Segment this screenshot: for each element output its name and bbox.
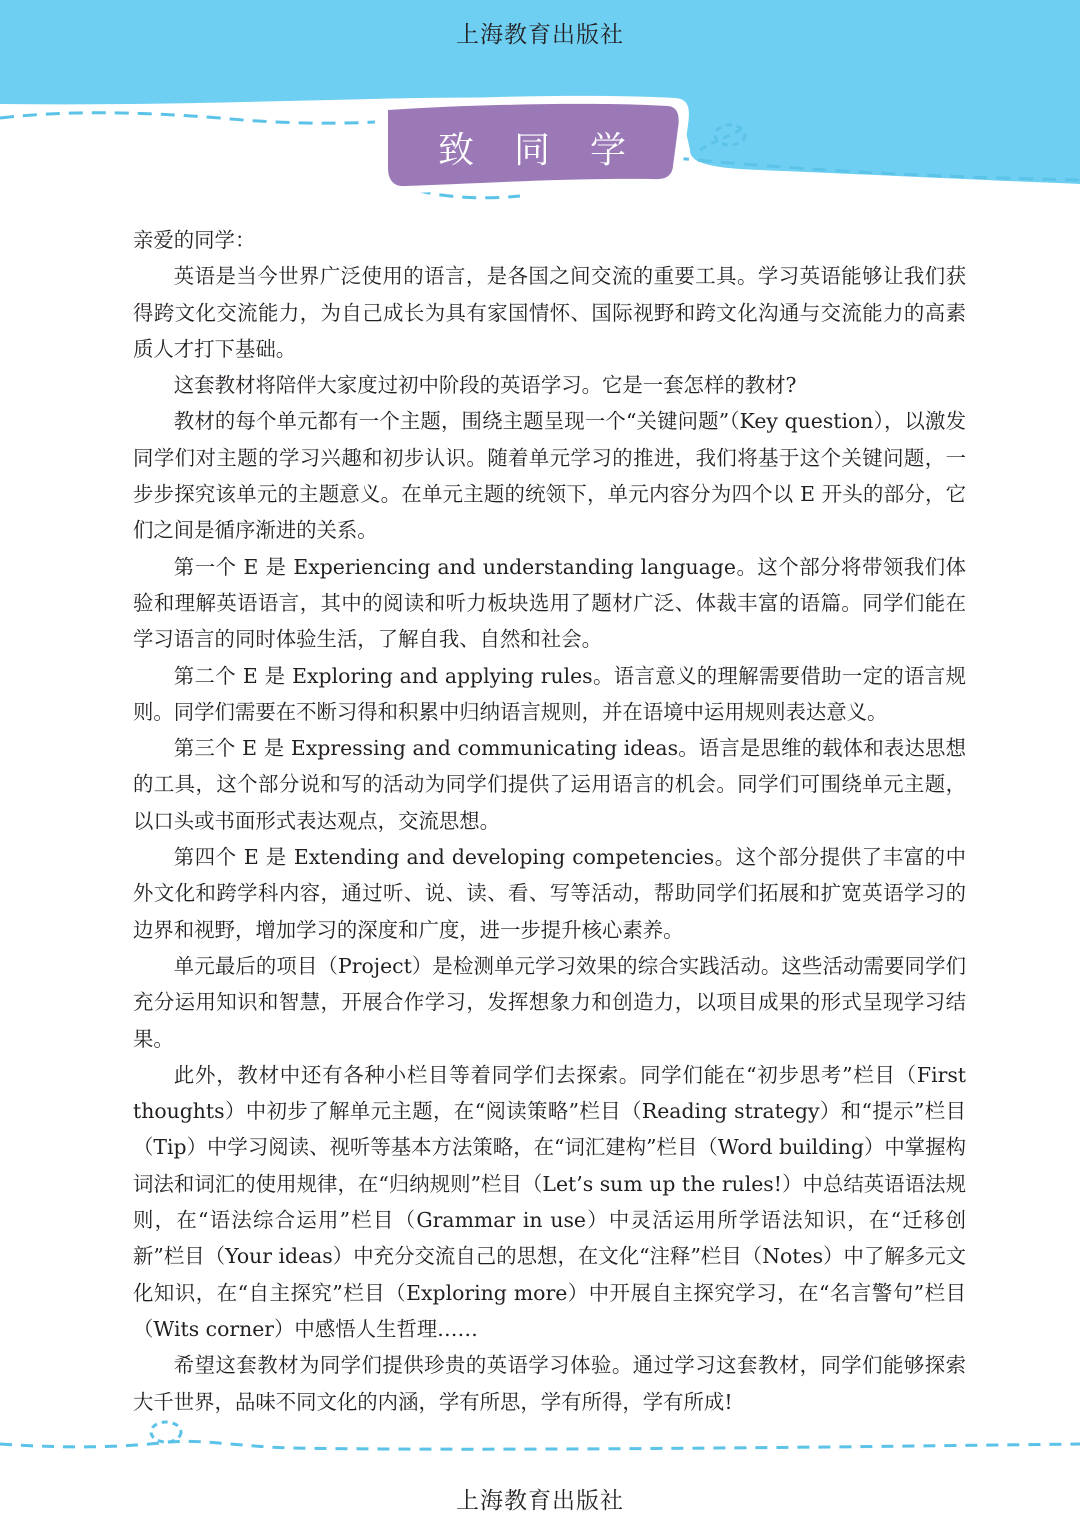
letter-paragraph: 希望这套教材为同学们提供珍贵的英语学习体验。通过学习这套教材，同学们能够探索大千世界，品味不同文化的内涵，学有所思，学有所得，学有所成! [133,1353,966,1414]
letter-paragraph: 第一个 E 是 Experiencing and understanding language。这个部分将带领我们体验和理解英语语言，其中的阅读和听力板块选用了题材广泛、体裁丰富的语篇。同学们能在学习语言的同时体验生活，了解自我、自然和社会。 [133,554,966,652]
letter-paragraph: 此外，教材中还有各种小栏目等着同学们去探索。同学们能在“初步思考”栏目（First thoughts）中初步了解单元主题，在“阅读策略”栏目（Reading strategy）和“提示”栏目（Tip）中学习阅读、视听等基本方法策略，在“词汇建构”栏目（Word building）中掌握构词法和词汇的使用规律，在“归纳规则”栏目（Let’s sum up the rules!）中总结英语语法规则，在“语法综合运用”栏目（Grammar in use）中灵活运用所学语法知识，在“迁移创新”栏目（Your ideas）中充分交流自己的思想，在文化“注释”栏目（Notes）中了解多元文化知识，在“自主探究”栏目（Exploring more）中开展自主探究学习，在“名言警句”栏目（Wits corner）中感悟人生哲理…… [133,1062,966,1341]
publisher-name-bottom: 上海教育出版社 [456,1488,624,1514]
letter-paragraph: 单元最后的项目（Project）是检测单元学习效果的综合实践活动。这些活动需要同学们充分运用知识和智慧，开展合作学习，发挥想象力和创造力，以项目成果的形式呈现学习结果。 [133,953,966,1051]
letter-paragraph: 第二个 E 是 Exploring and applying rules。语言意义的理解需要借助一定的语言规则。同学们需要在不断习得和积累中归纳语言规则，并在语境中运用规则表达意义。 [133,663,966,724]
salutation: 亲爱的同学： [133,228,256,252]
letter-body [133,222,966,1420]
letter-paragraph: 第三个 E 是 Expressing and communicating ideas。语言是思维的载体和表达思想的工具，这个部分说和写的活动为同学们提供了运用语言的机会。同学们可围绕单元主题，以口头或书面形式表达观点，交流思想。 [133,736,966,833]
page-title: 致同学 [437,130,666,171]
letter-paragraph: 第四个 E 是 Extending and developing competencies。这个部分提供了丰富的中外文化和跨学科内容，通过听、说、读、看、写等活动，帮助同学们拓展和扩宽英语学习的边界和视野，增加学习的深度和广度，进一步提升核心素养。 [133,845,966,942]
letter-paragraph: 教材的每个单元都有一个主题，围绕主题呈现一个“关键问题”（Key question），以激发同学们对主题的学习兴趣和初步认识。随着单元学习的推进，我们将基于这个关键问题，一步步探究该单元的主题意义。在单元主题的统领下，单元内容分为四个以 E 开头的部分，它们之间是循序渐进的关系。 [133,409,966,543]
publisher-name-top: 上海教育出版社 [456,22,624,48]
letter-paragraph: 这套教材将陪伴大家度过初中阶段的英语学习。它是一套怎样的教材? [173,373,797,398]
letter-paragraph: 英语是当今世界广泛使用的语言，是各国之间交流的重要工具。学习英语能够让我们获得跨文化交流能力，为自己成长为具有家国情怀、国际视野和跨文化沟通与交流能力的高素质人才打下基础。 [133,264,966,361]
footer-dashed-line [0,1410,1080,1470]
